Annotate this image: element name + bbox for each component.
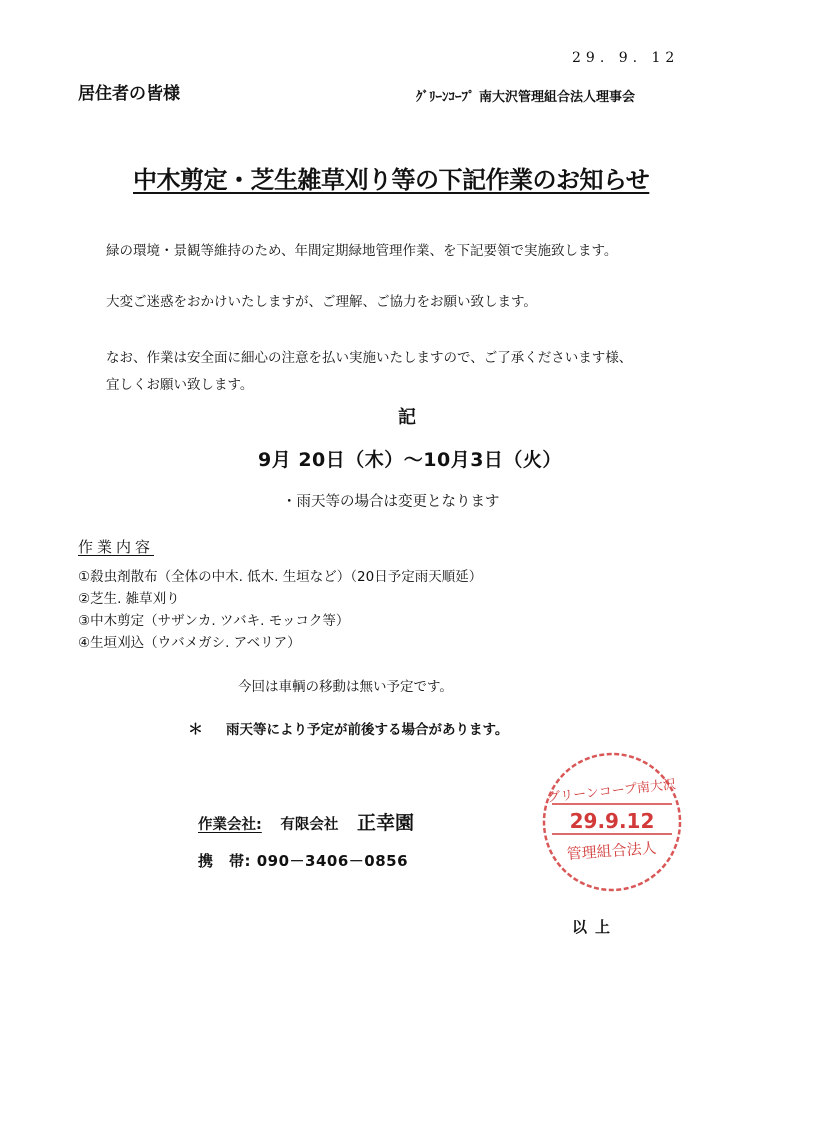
notice-date: 29. 9. 12 xyxy=(572,50,680,66)
issuer: ｸﾞﾘｰﾝｺｰﾌﾟ 南大沢管理組合法人理事会 xyxy=(416,90,636,105)
approval-stamp xyxy=(532,742,692,902)
phone-row xyxy=(198,850,408,871)
list-item: ①殺虫剤散布（全体の中木. 低木. 生垣など）（20日予定雨天順延） xyxy=(78,569,483,585)
asterisk-mark: ＊ xyxy=(188,720,204,738)
schedule-note: 雨天等により予定が前後する場合があります。 xyxy=(226,722,509,738)
work-list xyxy=(78,566,482,654)
list-item: ②芝生. 雑草刈り xyxy=(78,591,180,607)
company-row xyxy=(198,808,414,835)
phone-label: 携 帯: xyxy=(198,852,251,870)
paragraph-safety-line1: なお、作業は安全面に細心の注意を払い実施いたしますので、ご了承くださいます様、 xyxy=(106,350,633,366)
company-name: 正幸園 xyxy=(357,812,415,834)
rain-note: ・雨天等の場合は変更となります xyxy=(282,494,500,510)
stamp-line1: グリーンコープ南大沢 xyxy=(546,777,677,806)
stamp-line3: 管理組合法人 xyxy=(566,838,658,864)
company-label: 作業会社: xyxy=(198,817,262,833)
work-period: 9月 20日（木）～10月3日（火） xyxy=(258,449,562,471)
ki-heading: 記 xyxy=(398,407,416,428)
paragraph-maintenance: 緑の環境・景観等維持のため、年間定期緑地管理作業、を下記要領で実施致します。 xyxy=(106,243,618,259)
vehicle-note: 今回は車輌の移動は無い予定です。 xyxy=(238,679,453,695)
paragraph-safety-line2: 宜しくお願い致します。 xyxy=(106,377,254,393)
addressee: 居住者の皆様 xyxy=(78,84,180,104)
phone-number: 090－3406－0856 xyxy=(256,852,409,870)
work-heading: 作業内容 xyxy=(78,538,155,556)
paragraph-apology: 大変ご迷惑をおかけいたしますが、ご理解、ご協力をお願い致します。 xyxy=(106,294,537,310)
closing-mark: 以上 xyxy=(572,918,619,936)
stamp-date: 29.9.12 xyxy=(569,809,655,833)
page-title: 中木剪定・芝生雑草刈り等の下記作業のお知らせ xyxy=(133,166,650,194)
list-item: ③中木剪定（サザンカ. ツバキ. モッコク等） xyxy=(78,613,350,629)
list-item: ④生垣刈込（ウバメガシ. アベリア） xyxy=(78,635,301,651)
company-type: 有限会社 xyxy=(280,817,339,833)
